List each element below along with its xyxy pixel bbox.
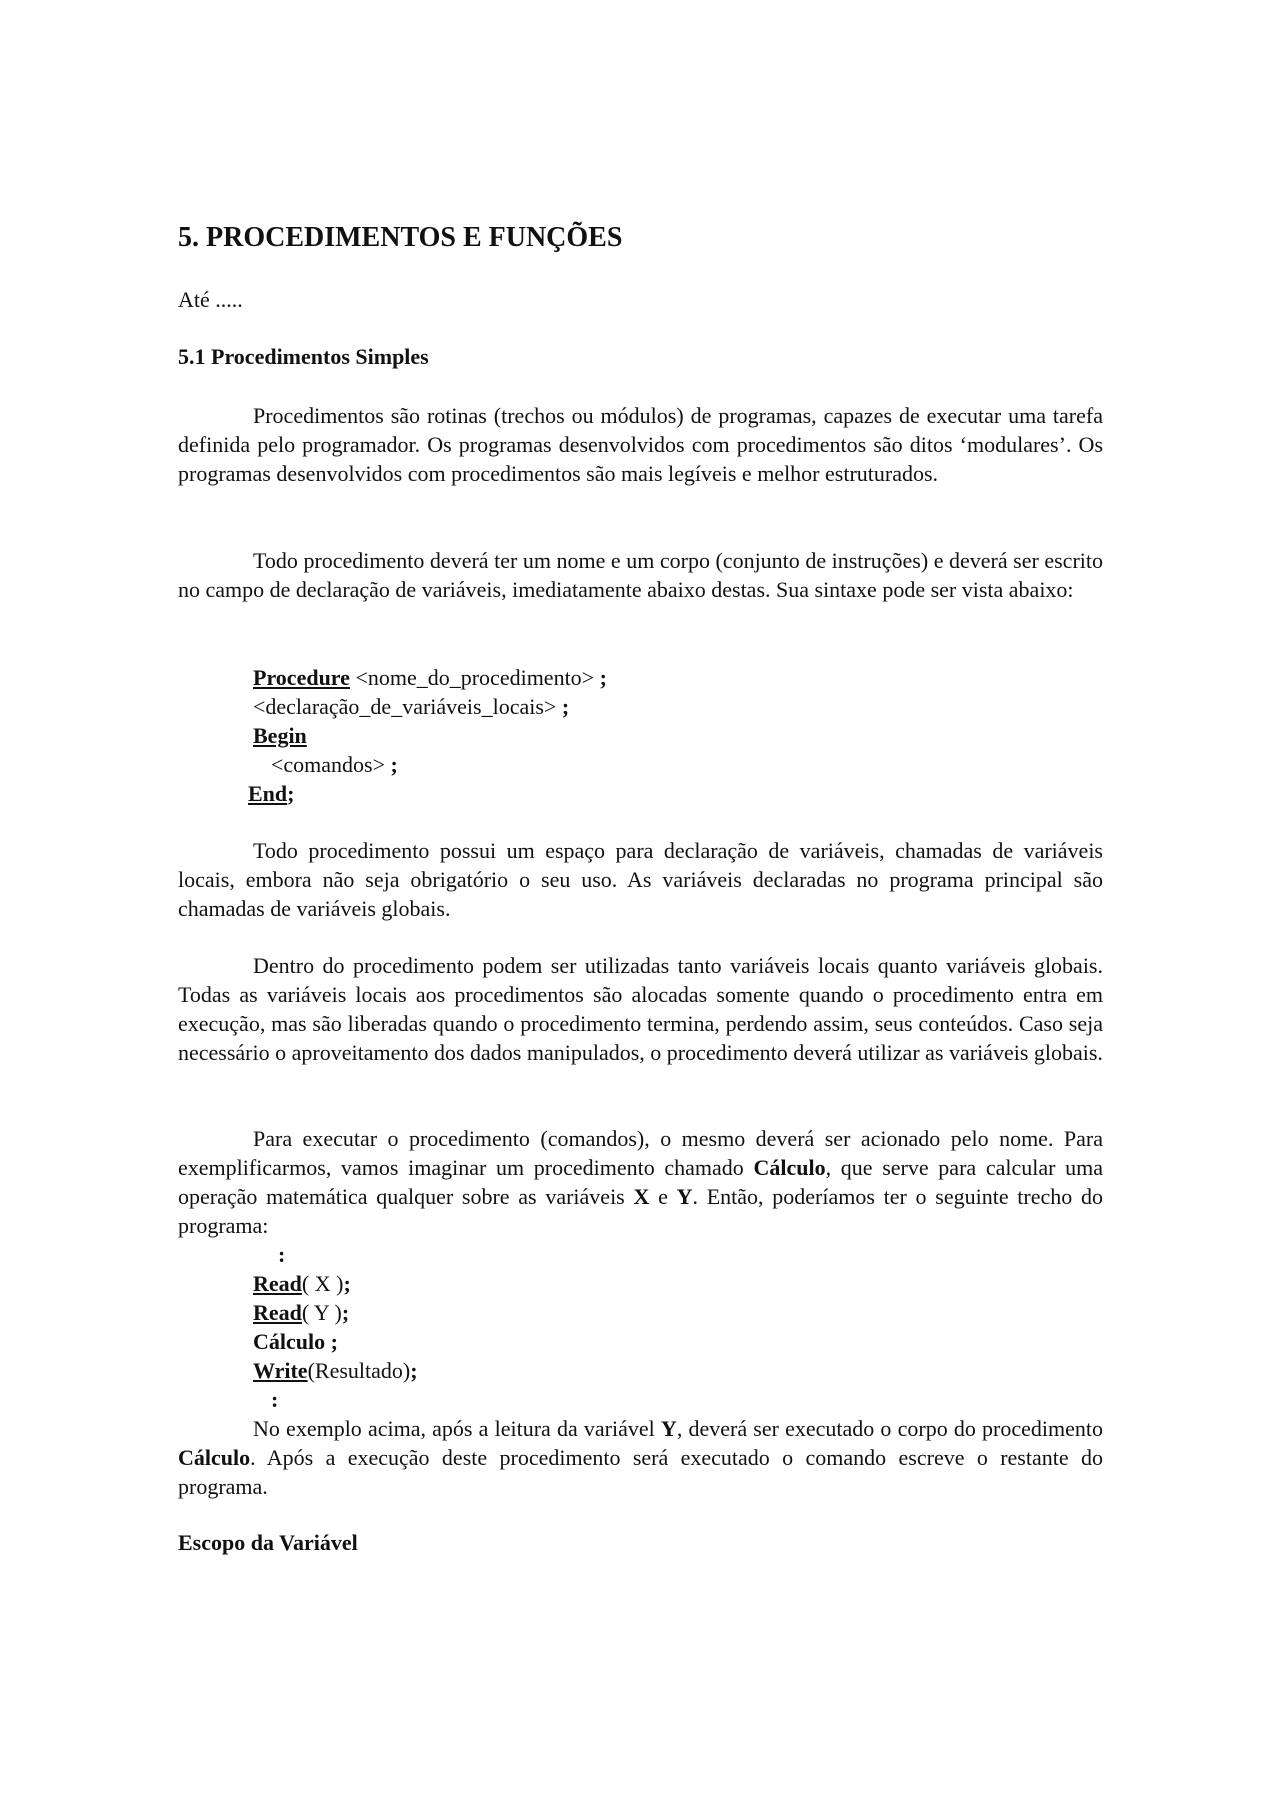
paragraph-4: Dentro do procedimento podem ser utilizadas tanto variáveis locais quanto variáveis globais. Todas as variáveis locais aos procedimentos são alocadas somente quando o procedimento entra em execução, mas são liberadas quando o procedimento termina, perdendo assim, seus conteúdos. Caso seja necessário o aproveitamento dos dados manipulados, o procedimento deverá utilizar as variáveis globais. [178, 953, 1103, 1065]
paragraph-2: Todo procedimento deverá ter um nome e um corpo (conjunto de instruções) e deverá ser escrito no campo de declaração de variáveis, imediatamente abaixo destas. Sua sintaxe pode ser vista abaixo: [178, 548, 1103, 602]
paragraph-1: Procedimentos são rotinas (trechos ou módulos) de programas, capazes de executar uma tarefa definida pelo programador. Os programas desenvolvidos com procedimentos são ditos ‘modulares’. Os programas desenvolvidos com procedimentos são mais legíveis e melhor estruturados. [178, 403, 1103, 486]
syntax-line-end: End; [248, 781, 295, 806]
example-block [253, 1240, 418, 1414]
syntax-line-declaration: <declaração_de_variáveis_locais> ; [253, 694, 570, 719]
example-calc: Cálculo ; [253, 1329, 338, 1354]
syntax-line-procedure: Procedure <nome_do_procedimento> ; [253, 665, 607, 690]
paragraph-6: No exemplo acima, após a leitura da variável Y, deverá ser executado o corpo do procedimento Cálculo. Após a execução deste procedimento será executado o comando escreve o restante do programa. [178, 1416, 1103, 1499]
example-read-y: Read( Y ); [253, 1300, 350, 1325]
example-colon-top: : [278, 1242, 286, 1267]
example-colon-bottom: : [271, 1387, 279, 1412]
intro-text: Até ..... [178, 287, 243, 312]
section-heading: 5.1 Procedimentos Simples [178, 344, 429, 369]
paragraph-3: Todo procedimento possui um espaço para declaração de variáveis, chamadas de variáveis locais, embora não seja obrigatório o seu uso. As variáveis declaradas no programa principal são chamadas de variáveis globais. [178, 838, 1103, 921]
syntax-line-begin: Begin [253, 723, 307, 748]
syntax-block [248, 663, 607, 808]
syntax-line-commands: <comandos> ; [271, 752, 398, 777]
example-read-x: Read( X ); [253, 1271, 351, 1296]
subsection-heading: Escopo da Variável [178, 1530, 358, 1555]
example-write: Write(Resultado); [253, 1358, 418, 1383]
page-title: 5. PROCEDIMENTOS E FUNÇÕES [178, 222, 623, 253]
paragraph-5: Para executar o procedimento (comandos), o mesmo deverá ser acionado pelo nome. Para exemplificarmos, vamos imaginar um procedimento chamado Cálculo, que serve para calcular uma operação matemática qualquer sobre as variáveis X e Y. Então, poderíamos ter o seguinte trecho do programa: [178, 1126, 1104, 1238]
